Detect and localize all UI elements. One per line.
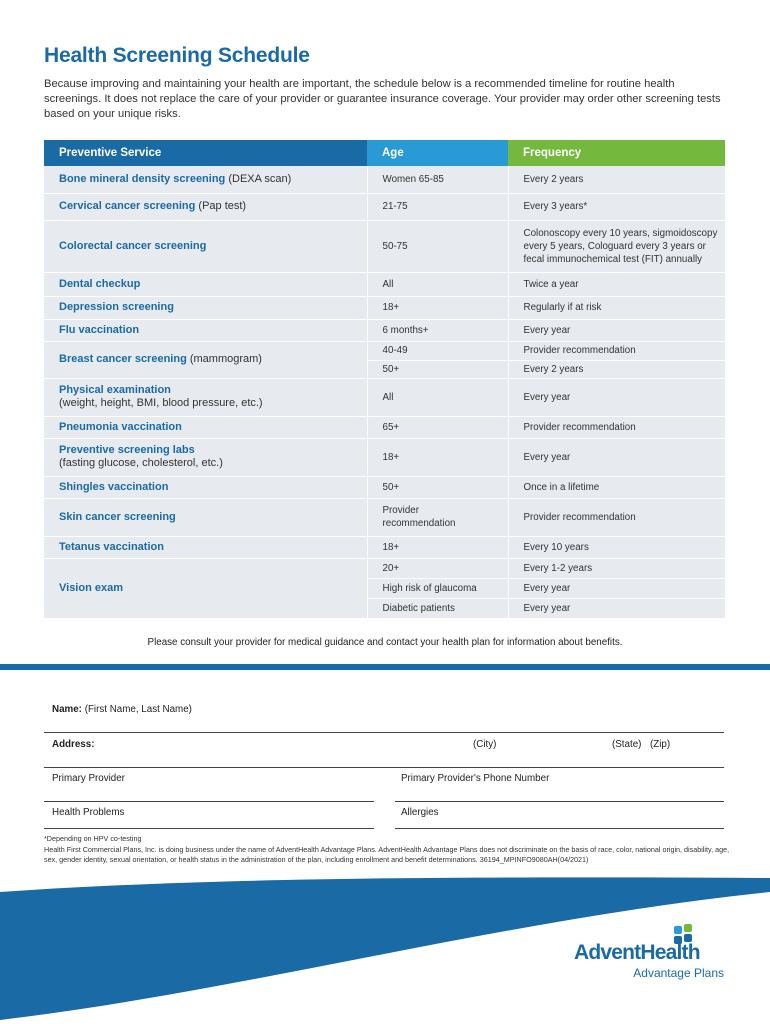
footnote-hpv: *Depending on HPV co-testing: [44, 834, 142, 843]
service-name: Shingles vaccination: [59, 480, 169, 493]
service-name: Pneumonia vaccination: [59, 420, 182, 433]
provider-phone-label: Primary Provider's Phone Number: [401, 773, 550, 784]
frequency-cell: Every year: [508, 438, 725, 476]
service-cell: [44, 558, 367, 618]
age-cell: High risk of glaucoma: [367, 578, 508, 598]
allergies-field[interactable]: [395, 828, 724, 829]
age-cell: Provider recommendation: [367, 498, 508, 536]
age-cell: 18+: [367, 438, 508, 476]
table-row: [44, 319, 725, 341]
zip-label: (Zip): [650, 739, 671, 750]
service-cell: [44, 220, 367, 272]
table-header-row: [44, 140, 725, 166]
service-cell: [44, 319, 367, 341]
consult-note: Please consult your provider for medical guidance and contact your health plan for information about benefits.: [147, 637, 623, 648]
service-name: Preventive screening labs: [59, 444, 195, 456]
service-name: Physical examination: [59, 384, 171, 396]
frequency-cell: Colonoscopy every 10 years, sigmoidoscopy every 5 years, Cologuard every 3 years or fecal immunochemical test (FIT) annually: [508, 220, 725, 272]
age-cell: All: [367, 272, 508, 296]
adventhealth-logo: [574, 924, 734, 984]
service-name: Depression screening: [59, 301, 174, 313]
service-name: Bone mineral density screening: [59, 172, 226, 185]
age-cell: 40-49: [367, 341, 508, 360]
health-problems-field[interactable]: [44, 828, 374, 829]
provider-phone-field[interactable]: [395, 801, 724, 802]
age-cell: 18+: [367, 296, 508, 319]
frequency-cell: Provider recommendation: [508, 498, 725, 536]
frequency-cell: Every 10 years: [508, 536, 725, 558]
footnote: [44, 834, 734, 866]
age-cell: 50+: [367, 360, 508, 378]
health-problems-label: Health Problems: [52, 807, 125, 818]
age-cell: Women 65-85: [367, 166, 508, 193]
screening-schedule-table: [44, 140, 725, 619]
city-label: (City): [473, 739, 497, 750]
service-cell: [44, 296, 367, 319]
name-field-label: [52, 704, 192, 715]
age-cell: 18+: [367, 536, 508, 558]
service-name: Breast cancer screening: [59, 353, 187, 365]
name-field[interactable]: [44, 732, 724, 733]
intro-paragraph: Because improving and maintaining your health are important, the schedule below is a recommended timeline for routine health screenings. It does not replace the care of your provider or guarantee insurance coverage. Your provider may order other screening tests based on your unique risks.: [44, 78, 721, 120]
service-cell: [44, 498, 367, 536]
table-row: [44, 341, 725, 360]
service-cell: [44, 536, 367, 558]
table-row: [44, 476, 725, 498]
service-detail: (fasting glucose, cholesterol, etc.): [59, 457, 223, 469]
age-cell: 6 months+: [367, 319, 508, 341]
table-row: [44, 220, 725, 272]
table-row: [44, 536, 725, 558]
header-preventive-service: Preventive Service: [44, 140, 367, 166]
age-cell: Diabetic patients: [367, 598, 508, 618]
table-row: [44, 438, 725, 476]
allergies-label: Allergies: [401, 807, 439, 818]
table-row: [44, 166, 725, 193]
service-cell: [44, 193, 367, 220]
age-cell: 50+: [367, 476, 508, 498]
primary-provider-label: Primary Provider: [52, 773, 125, 784]
frequency-cell: Provider recommendation: [508, 341, 725, 360]
service-name: Vision exam: [59, 581, 123, 594]
service-name: Skin cancer screening: [59, 510, 176, 523]
service-detail: (weight, height, BMI, blood pressure, etc.): [59, 397, 263, 409]
table-row: [44, 378, 725, 416]
logo-subtitle: Advantage Plans: [633, 966, 724, 980]
frequency-cell: Every 1-2 years: [508, 558, 725, 578]
state-label: (State): [612, 739, 642, 750]
footnote-disclaimer: Health First Commercial Plans, Inc. is doing business under the name of AdventHealth Advantage Plans. AdventHealth Advantage Plans does not discriminate on the basis of race, color, national origin, disability, age, sex, gender identity, sexual orientation, or health status in the administration of the plan, including enrollment and benefit determinations. 36194_MPINFO9080AH(04/2021): [44, 844, 730, 864]
service-cell: [44, 378, 367, 416]
table-row: [44, 193, 725, 220]
frequency-cell: Once in a lifetime: [508, 476, 725, 498]
frequency-cell: Every 2 years: [508, 360, 725, 378]
service-cell: [44, 272, 367, 296]
frequency-cell: Every year: [508, 598, 725, 618]
name-label: Name:: [52, 704, 82, 715]
address-label: Address:: [52, 739, 95, 750]
service-cell: [44, 416, 367, 438]
logo-name: AdventHealth: [574, 941, 700, 964]
frequency-cell: Regularly if at risk: [508, 296, 725, 319]
table-row: [44, 498, 725, 536]
primary-provider-field[interactable]: [44, 801, 374, 802]
service-name: Flu vaccination: [59, 323, 140, 336]
age-cell: 20+: [367, 558, 508, 578]
frequency-cell: Every year: [508, 378, 725, 416]
service-cell: [44, 476, 367, 498]
age-cell: All: [367, 378, 508, 416]
service-name: Colorectal cancer screening: [59, 239, 207, 252]
frequency-cell: Every 2 years: [508, 166, 725, 193]
age-cell: 21-75: [367, 193, 508, 220]
address-field[interactable]: [44, 767, 724, 768]
service-cell: [44, 166, 367, 193]
service-cell: [44, 341, 367, 378]
service-detail: (DEXA scan): [225, 172, 292, 185]
service-name: Dental checkup: [59, 277, 141, 290]
header-frequency: Frequency: [508, 140, 725, 166]
name-hint: (First Name, Last Name): [84, 704, 192, 715]
table-row: [44, 416, 725, 438]
frequency-cell: Every year: [508, 319, 725, 341]
divider-bar: [0, 664, 770, 670]
service-cell: [44, 438, 367, 476]
age-cell: 50-75: [367, 220, 508, 272]
age-cell: 65+: [367, 416, 508, 438]
frequency-cell: Provider recommendation: [508, 416, 725, 438]
table-row: [44, 272, 725, 296]
page-title: Health Screening Schedule: [44, 44, 310, 67]
frequency-cell: Every year: [508, 578, 725, 598]
table-row: [44, 296, 725, 319]
service-detail: (Pap test): [195, 200, 247, 212]
table-row: [44, 558, 725, 578]
service-name: Cervical cancer screening: [59, 200, 196, 212]
header-age: Age: [367, 140, 508, 166]
service-detail: (mammogram): [186, 353, 262, 365]
service-name: Tetanus vaccination: [59, 540, 164, 553]
frequency-cell: Every 3 years*: [508, 193, 725, 220]
frequency-cell: Twice a year: [508, 272, 725, 296]
